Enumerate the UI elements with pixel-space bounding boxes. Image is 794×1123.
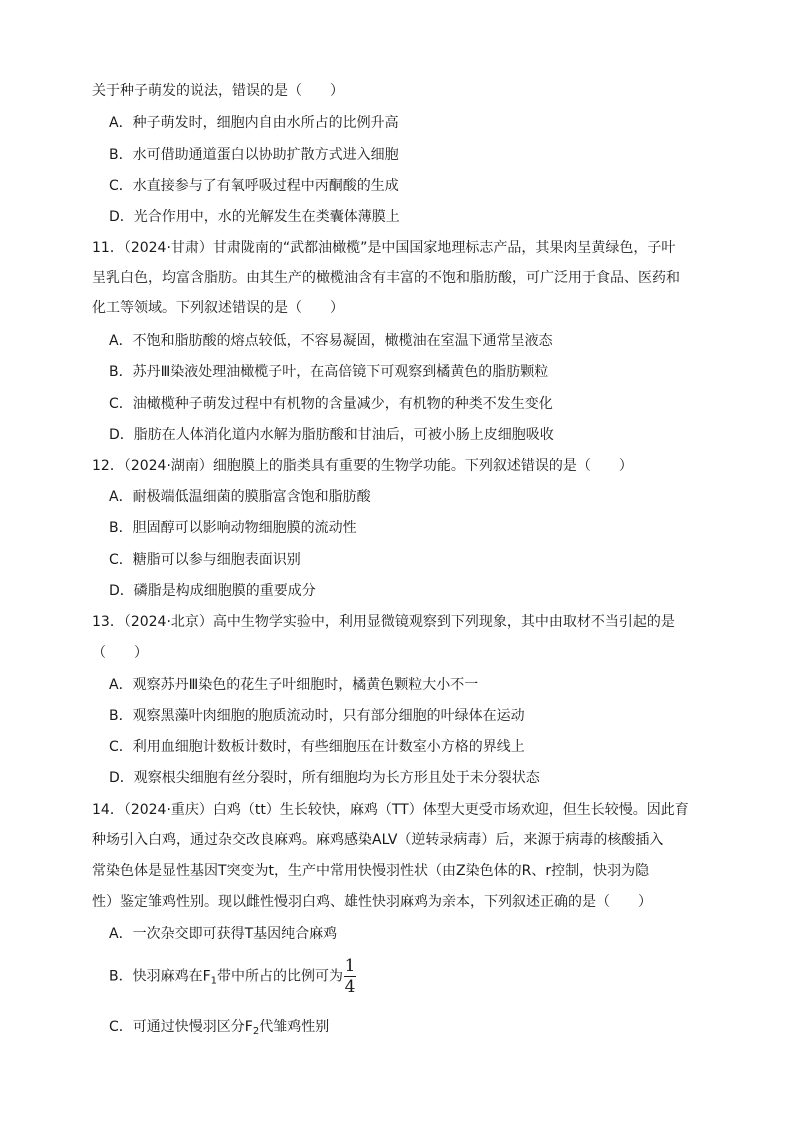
- q12-option-c: C．糖脂可以参与细胞表面识别: [109, 552, 301, 568]
- q14-option-c-subscript: 2: [252, 1026, 260, 1037]
- q10-stem: 关于种子萌发的说法，错误的是（ ）: [92, 83, 344, 99]
- q13-stem-line-2: （ ）: [92, 645, 148, 661]
- q11-stem-line-3: 化工等领域。下列叙述错误的是（ ）: [92, 300, 344, 316]
- q14-option-c-text-2: 代雏鸡性别: [259, 1019, 330, 1035]
- q11-stem-line-2: 呈乳白色，均富含脂肪。由其生产的橄榄油含有丰富的不饱和脂肪酸，可广泛用于食品、医药和: [92, 270, 680, 286]
- q10-option-c: C．水直接参与了有氧呼吸过程中丙酮酸的生成: [109, 178, 399, 194]
- fraction-numerator: 1: [344, 956, 356, 976]
- q11-option-d: D．脂肪在人体消化道内水解为脂肪酸和甘油后，可被小肠上皮细胞吸收: [109, 427, 554, 443]
- q10-option-b: B．水可借助通道蛋白以协助扩散方式进入细胞: [109, 147, 399, 163]
- q11-option-a: A．不饱和脂肪酸的熔点较低，不容易凝固，橄榄油在室温下通常呈液态: [109, 333, 553, 349]
- q12-stem: 12．（2024·湖南）细胞膜上的脂类具有重要的生物学功能。下列叙述错误的是（ ）: [92, 458, 633, 474]
- q14-stem-line-4: 性）鉴定雏鸡性别。现以雌性慢羽白鸡、雄性快羽麻鸡为亲本，下列叙述正确的是（ ）: [92, 894, 652, 910]
- q13-option-b: B．观察黑藻叶肉细胞的胞质流动时，只有部分细胞的叶绿体在运动: [109, 708, 525, 724]
- q13-option-d: D．观察根尖细胞有丝分裂时，所有细胞均为长方形且处于未分裂状态: [109, 770, 540, 786]
- q10-option-a: A．种子萌发时，细胞内自由水所占的比例升高: [109, 115, 399, 131]
- q14-stem-line-2: 种场引入白鸡，通过杂交改良麻鸡。麻鸡感染ALV（逆转录病毒）后，来源于病毒的核酸插入: [92, 832, 664, 848]
- q12-option-a: A．耐极端低温细菌的膜脂富含饱和脂肪酸: [109, 489, 371, 505]
- q13-stem-line-1: 13．（2024·北京）高中生物学实验中，利用显微镜观察到下列现象，其中由取材不当引起的是: [92, 614, 675, 630]
- q14-option-c-text-1: C．可通过快慢羽区分F: [109, 1019, 253, 1035]
- q14-option-b-fraction: [344, 956, 356, 997]
- q14-stem-line-1: 14．（2024·重庆）白鸡（tt）生长较快，麻鸡（TT）体型大更受市场欢迎，但生长较慢。因此育: [92, 802, 689, 818]
- q14-option-a: A．一次杂交即可获得T基因纯合麻鸡: [109, 926, 338, 942]
- fraction-denominator: 4: [344, 977, 356, 997]
- q14-option-b-subscript: 1: [210, 975, 218, 987]
- q11-option-b: B．苏丹Ⅲ染液处理油橄榄子叶，在高倍镜下可观察到橘黄色的脂肪颗粒: [109, 364, 549, 380]
- q13-option-a: A．观察苏丹Ⅲ染色的花生子叶细胞时，橘黄色颗粒大小不一: [109, 677, 479, 693]
- q14-option-b-text-1: B．快羽麻鸡在F: [109, 968, 211, 985]
- q14-option-b: [109, 956, 356, 997]
- q11-stem-line-1: 11．（2024·甘肃）甘肃陇南的“武都油橄榄”是中国国家地理标志产品，其果肉呈黄绿色，子叶: [92, 240, 676, 256]
- q12-option-b: B．胆固醇可以影响动物细胞膜的流动性: [109, 520, 357, 536]
- q12-option-d: D．磷脂是构成细胞膜的重要成分: [109, 583, 316, 599]
- q11-option-c: C．油橄榄种子萌发过程中有机物的含量减少，有机物的种类不发生变化: [109, 396, 553, 412]
- q14-stem-line-3: 常染色体是显性基因T突变为t，生产中常用快慢羽性状（由Z染色体的R、r控制，快羽为隐: [92, 863, 650, 879]
- q14-option-b-text-2: 带中所占的比例可为: [217, 968, 344, 985]
- q13-option-c: C．利用血细胞计数板计数时，有些细胞压在计数室小方格的界线上: [109, 739, 525, 755]
- q10-option-d: D．光合作用中，水的光解发生在类囊体薄膜上: [109, 209, 400, 225]
- q14-option-c: [109, 1017, 329, 1042]
